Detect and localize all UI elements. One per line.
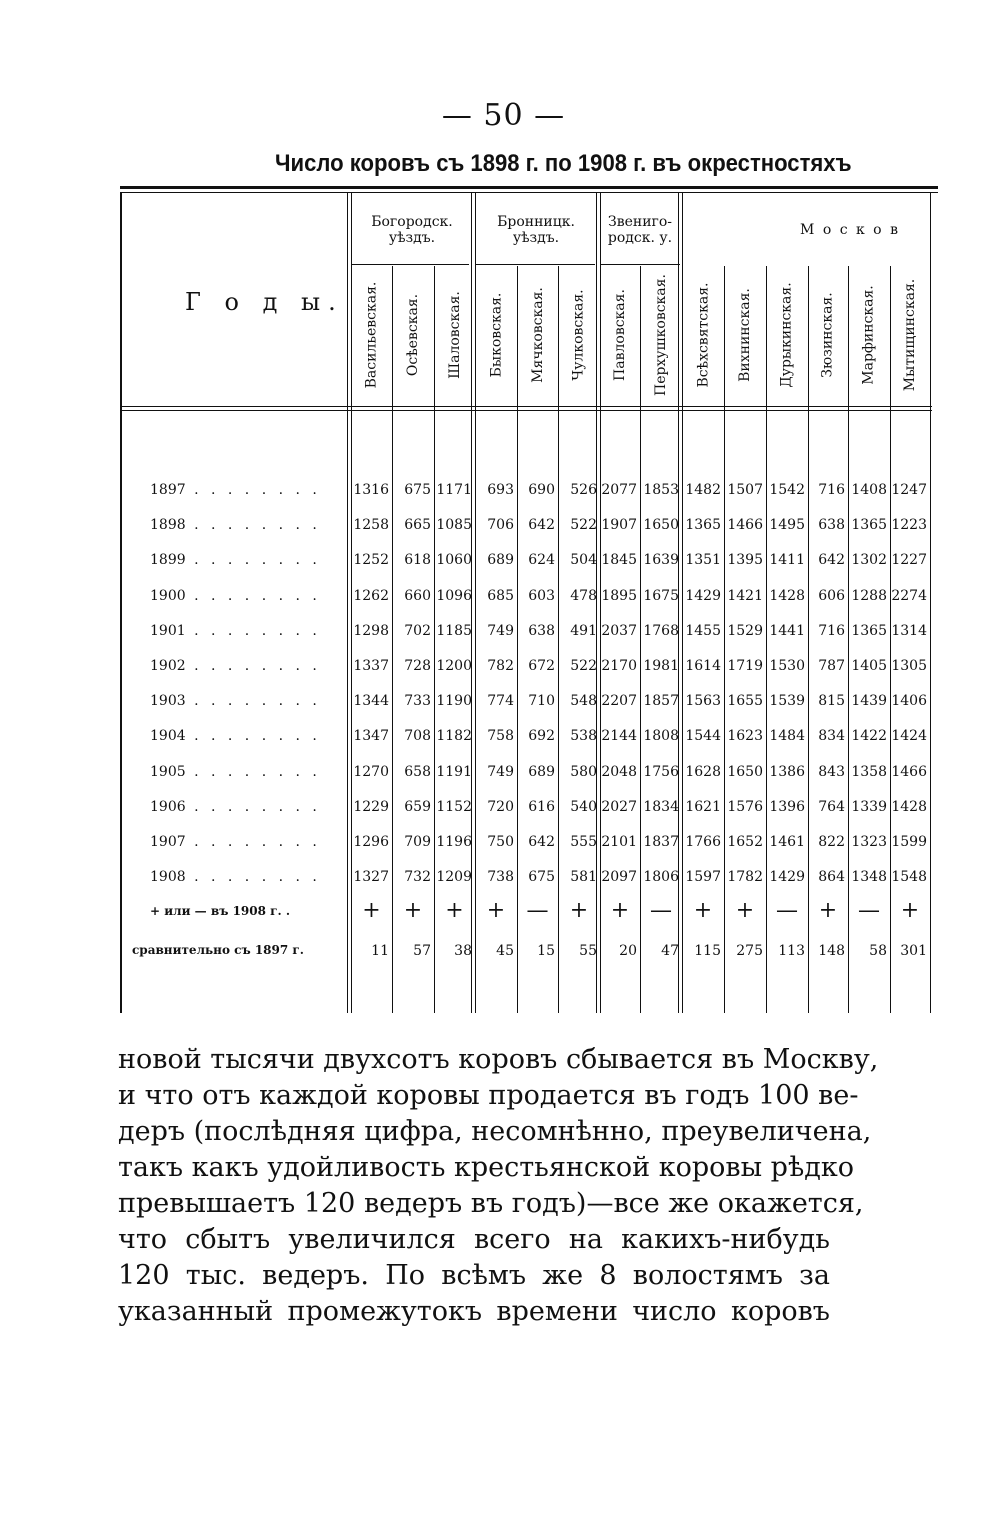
table-cell: 749 <box>487 764 514 780</box>
column-rule <box>930 193 931 1013</box>
column-header: Зюзинская. <box>820 292 836 378</box>
table-cell: 618 <box>404 552 431 568</box>
table-cell: 1270 <box>353 764 389 780</box>
diff-cell: 57 <box>413 943 431 959</box>
table-cell: 1650 <box>727 764 763 780</box>
table-cell: 1386 <box>769 764 805 780</box>
sign-cell: + <box>610 898 630 923</box>
diff-cell: 148 <box>818 943 845 959</box>
table-cell: 1223 <box>891 517 927 533</box>
table-cell: 1621 <box>685 799 721 815</box>
row-year-label <box>150 552 350 568</box>
group-underline <box>475 264 595 265</box>
column-header: Всѣхсвятская. <box>695 282 711 388</box>
table-cell: 1185 <box>436 623 472 639</box>
table-cell: 538 <box>570 728 597 744</box>
leader-dots: . . . . . . . . <box>185 728 321 744</box>
year: 1899 <box>150 552 186 568</box>
table-cell: 716 <box>818 623 845 639</box>
table-cell: 733 <box>404 693 431 709</box>
table-cell: 843 <box>818 764 845 780</box>
table-cell: 638 <box>528 623 555 639</box>
table-cell: 1981 <box>643 658 679 674</box>
table-cell: 864 <box>818 869 845 885</box>
table-cell: 675 <box>528 869 555 885</box>
diff-cell: 11 <box>371 943 389 959</box>
row-year-label <box>150 588 350 604</box>
table-cell: 1599 <box>891 834 927 850</box>
diff-cell: 113 <box>778 943 805 959</box>
table-cell: 1614 <box>685 658 721 674</box>
table-cell: 1542 <box>769 482 805 498</box>
table-cell: 1314 <box>891 623 927 639</box>
table-cell: 1907 <box>601 517 637 533</box>
group-header-line2: уѣздъ. <box>512 230 560 246</box>
table-cell: 1227 <box>891 552 927 568</box>
sign-cell: + <box>445 898 464 923</box>
table-cell: 1348 <box>851 869 887 885</box>
table-cell: 1529 <box>727 623 763 639</box>
table-cell: 1628 <box>685 764 721 780</box>
years-column-header: Г о д ы. <box>185 288 344 316</box>
table-top-rule-thin <box>120 192 938 193</box>
body-line: такъ какъ удойливость крестьянской коровы рѣдко <box>118 1152 855 1183</box>
group-underline <box>351 264 469 265</box>
table-cell: 1182 <box>436 728 472 744</box>
diff-cell: 47 <box>661 943 679 959</box>
table-cell: 540 <box>570 799 597 815</box>
leader-dots: . . . . . . . . <box>185 552 321 568</box>
table-cell: 1347 <box>353 728 389 744</box>
table-cell: 1548 <box>891 869 927 885</box>
row-year-label <box>150 517 350 533</box>
table-cell: 1441 <box>769 623 805 639</box>
group-header-line2: уѣздъ. <box>388 230 436 246</box>
sign-cell: + <box>403 898 423 923</box>
column-header: Чулковская. <box>571 289 588 381</box>
table-cell: 1298 <box>353 623 389 639</box>
table-cell: 1396 <box>769 799 805 815</box>
table-cell: 2144 <box>601 728 637 744</box>
group-header-line2: родск. у. <box>607 230 673 246</box>
leader-dots: . . . . . . . . <box>185 482 321 498</box>
table-cell: 1365 <box>685 517 721 533</box>
table-cell: 1344 <box>353 693 389 709</box>
table-cell: 732 <box>404 869 431 885</box>
group-header-moscow <box>780 222 920 238</box>
table-cell: 1060 <box>436 552 472 568</box>
diff-row-label: сравнительно съ 1897 г. <box>132 943 304 957</box>
table-cell: 491 <box>570 623 597 639</box>
leader-dots: . . . . . . . . <box>185 517 321 533</box>
sign-cell: + <box>900 898 920 923</box>
table-cell: 2207 <box>601 693 637 709</box>
row-year-label <box>150 869 350 885</box>
table-cell: 1327 <box>353 869 389 885</box>
year: 1905 <box>150 764 186 780</box>
table-cell: 1316 <box>353 482 389 498</box>
sign-cell: + <box>569 898 589 923</box>
table-cell: 738 <box>487 869 514 885</box>
column-header: Шаловская. <box>446 291 463 379</box>
table-cell: 708 <box>404 728 431 744</box>
group-underline <box>600 264 680 265</box>
table-cell: 1190 <box>436 693 472 709</box>
column-header: Васильевская. <box>363 281 380 389</box>
table-cell: 706 <box>487 517 514 533</box>
table-cell: 1768 <box>643 623 679 639</box>
table-cell: 642 <box>528 834 555 850</box>
leader-dots: . . . . . . . . <box>185 869 321 885</box>
table-cell: 1845 <box>601 552 637 568</box>
table-cell: 526 <box>570 482 597 498</box>
table-cell: 1152 <box>436 799 472 815</box>
table-cell: 689 <box>528 764 555 780</box>
table-cell: 478 <box>570 588 597 604</box>
table-cell: 749 <box>487 623 514 639</box>
table-cell: 1837 <box>643 834 679 850</box>
sign-cell: — <box>650 898 672 923</box>
table-cell: 1756 <box>643 764 679 780</box>
table-cell: 1530 <box>769 658 805 674</box>
table-cell: 1455 <box>685 623 721 639</box>
header-bottom-rule <box>120 406 932 407</box>
leader-dots: . . . . . . . . <box>185 834 321 850</box>
table-cell: 728 <box>404 658 431 674</box>
table-cell: 702 <box>404 623 431 639</box>
table-cell: 1675 <box>643 588 679 604</box>
table-cell: 555 <box>570 834 597 850</box>
table-cell: 2170 <box>601 658 637 674</box>
year: 1907 <box>150 834 186 850</box>
table-top-rule <box>120 186 938 189</box>
body-line: указанный промежутокъ времени число коровъ <box>118 1296 830 1327</box>
group-header-line1: Богородск. <box>371 214 453 230</box>
table-cell: 642 <box>818 552 845 568</box>
table-cell: 1853 <box>643 482 679 498</box>
table-cell: 1305 <box>891 658 927 674</box>
column-header: Марфинская. <box>861 285 878 385</box>
sign-cell: — <box>858 898 880 923</box>
table-cell: 1639 <box>643 552 679 568</box>
group-header-line1: Бронницк. <box>497 214 575 230</box>
table-cell: 1428 <box>891 799 927 815</box>
table-cell: 1461 <box>769 834 805 850</box>
table-left-border <box>120 193 122 1013</box>
sign-cell: + <box>486 898 506 923</box>
body-line: 120 тыс. ведеръ. По всѣмъ же 8 волостямъ за <box>118 1260 830 1291</box>
diff-cell: 20 <box>619 943 637 959</box>
row-year-label <box>150 728 350 744</box>
table-cell: 1650 <box>643 517 679 533</box>
table-cell: 1365 <box>851 623 887 639</box>
diff-cell: 55 <box>579 943 597 959</box>
body-line: деръ (послѣдняя цифра, несомнѣнно, преувеличена, <box>118 1116 872 1147</box>
diff-cell: 15 <box>537 943 555 959</box>
table-cell: 685 <box>487 588 514 604</box>
leader-dots: . . . . . . . . <box>185 764 321 780</box>
leader-dots: . . . . . . . . <box>185 588 321 604</box>
table-cell: 720 <box>487 799 514 815</box>
row-year-label <box>150 482 350 498</box>
table-cell: 1482 <box>685 482 721 498</box>
table-cell: 1096 <box>436 588 472 604</box>
table-cell: 1406 <box>891 693 927 709</box>
table-cell: 580 <box>570 764 597 780</box>
table-cell: 774 <box>487 693 514 709</box>
table-cell: 1408 <box>851 482 887 498</box>
header-bottom-rule-thin <box>120 410 932 411</box>
table-cell: 1085 <box>436 517 472 533</box>
table-cell: 2037 <box>601 623 637 639</box>
table-cell: 1302 <box>851 552 887 568</box>
table-cell: 1351 <box>685 552 721 568</box>
table-cell: 2101 <box>601 834 637 850</box>
table-cell: 1782 <box>727 869 763 885</box>
body-line: что сбытъ увеличился всего на какихъ-нибудь <box>118 1224 830 1255</box>
column-header: Вихнинская. <box>737 288 754 382</box>
table-cell: 1857 <box>643 693 679 709</box>
table-cell: 1766 <box>685 834 721 850</box>
group-header-bronnitsy <box>475 214 597 246</box>
table-cell: 638 <box>818 517 845 533</box>
column-header: Дурыкинская. <box>779 282 796 388</box>
table-cell: 758 <box>487 728 514 744</box>
sign-cell: + <box>735 898 755 923</box>
table-cell: 522 <box>570 658 597 674</box>
sign-cell: + <box>693 898 713 923</box>
table-cell: 548 <box>570 693 597 709</box>
table-cell: 782 <box>487 658 514 674</box>
year: 1897 <box>150 482 186 498</box>
table-cell: 1209 <box>436 869 472 885</box>
group-header-zvenigorod <box>600 214 680 246</box>
sign-cell: + <box>362 898 381 923</box>
diff-cell: 38 <box>454 943 472 959</box>
table-cell: 1196 <box>436 834 472 850</box>
diff-cell: 45 <box>496 943 514 959</box>
diff-cell: 58 <box>869 943 887 959</box>
table-cell: 1576 <box>727 799 763 815</box>
year: 1904 <box>150 728 186 744</box>
table-cell: 1429 <box>685 588 721 604</box>
body-text <box>118 1042 879 1330</box>
leader-dots: . . . . . . . . <box>185 693 321 709</box>
group-header-line1: Звениго- <box>607 214 673 230</box>
table-cell: 665 <box>404 517 431 533</box>
table-cell: 690 <box>528 482 555 498</box>
table-cell: 2048 <box>601 764 637 780</box>
table-cell: 660 <box>404 588 431 604</box>
table-cell: 710 <box>528 693 555 709</box>
table-cell: 1191 <box>436 764 472 780</box>
table-cell: 1507 <box>727 482 763 498</box>
table-cell: 1337 <box>353 658 389 674</box>
table-cell: 692 <box>528 728 555 744</box>
table-cell: 606 <box>818 588 845 604</box>
diff-cell: 275 <box>736 943 763 959</box>
table-cell: 1652 <box>727 834 763 850</box>
group-header-bogorodsk <box>352 214 472 246</box>
table-cell: 581 <box>570 869 597 885</box>
leader-dots: . . . . . . . . <box>185 799 321 815</box>
year: 1903 <box>150 693 186 709</box>
table-cell: 1806 <box>643 869 679 885</box>
table-cell: 642 <box>528 517 555 533</box>
group-header-line1: М о с к о в <box>800 222 900 238</box>
table-cell: 709 <box>404 834 431 850</box>
diff-cell: 115 <box>694 943 721 959</box>
table-cell: 1339 <box>851 799 887 815</box>
table-cell: 522 <box>570 517 597 533</box>
table-cell: 675 <box>404 482 431 498</box>
sign-cell: — <box>776 898 798 923</box>
table-cell: 815 <box>818 693 845 709</box>
year: 1898 <box>150 517 186 533</box>
row-year-label <box>150 693 350 709</box>
table-cell: 1323 <box>851 834 887 850</box>
table-cell: 1288 <box>851 588 887 604</box>
diff-cell: 301 <box>900 943 927 959</box>
table-cell: 787 <box>818 658 845 674</box>
table-cell: 1428 <box>769 588 805 604</box>
table-cell: 658 <box>404 764 431 780</box>
table-cell: 1411 <box>769 552 805 568</box>
year: 1900 <box>150 588 186 604</box>
sign-cell: — <box>526 898 549 923</box>
table-cell: 1429 <box>769 869 805 885</box>
body-line: новой тысячи двухсотъ коровъ сбывается въ Москву, <box>118 1044 879 1075</box>
table-cell: 1484 <box>769 728 805 744</box>
table-cell: 1834 <box>643 799 679 815</box>
table-cell: 624 <box>528 552 555 568</box>
table-cell: 504 <box>570 552 597 568</box>
table-cell: 1171 <box>436 482 472 498</box>
table-title: Число коровъ съ 1898 г. по 1908 г. въ окрестностяхъ <box>275 150 852 177</box>
table-cell: 1247 <box>891 482 927 498</box>
table-cell: 1466 <box>727 517 763 533</box>
table-cell: 1439 <box>851 693 887 709</box>
table-cell: 1655 <box>727 693 763 709</box>
leader-dots: . . . . . . . . <box>185 658 321 674</box>
table-cell: 603 <box>528 588 555 604</box>
table-cell: 1495 <box>769 517 805 533</box>
row-year-label <box>150 623 350 639</box>
column-header: Павловская. <box>612 289 628 381</box>
table-cell: 822 <box>818 834 845 850</box>
table-cell: 689 <box>487 552 514 568</box>
table-cell: 834 <box>818 728 845 744</box>
table-cell: 2077 <box>601 482 637 498</box>
table-cell: 1296 <box>353 834 389 850</box>
table-cell: 2027 <box>601 799 637 815</box>
year: 1908 <box>150 869 186 885</box>
table-cell: 1252 <box>353 552 389 568</box>
table-cell: 1200 <box>436 658 472 674</box>
table-cell: 750 <box>487 834 514 850</box>
table-cell: 764 <box>818 799 845 815</box>
row-year-label <box>150 764 350 780</box>
table-cell: 1405 <box>851 658 887 674</box>
table-cell: 1466 <box>891 764 927 780</box>
year: 1906 <box>150 799 186 815</box>
page-number: — 50 — <box>441 98 566 133</box>
table-cell: 2274 <box>891 588 927 604</box>
body-line: превышаетъ 120 ведеръ въ годъ)—все же окажется, <box>118 1188 864 1219</box>
sign-cell: + <box>818 898 838 923</box>
table-cell: 1424 <box>891 728 927 744</box>
row-year-label <box>150 799 350 815</box>
table-cell: 1895 <box>601 588 637 604</box>
table-cell: 1544 <box>685 728 721 744</box>
column-header: Перхушковская. <box>653 274 670 396</box>
table-cell: 1421 <box>727 588 763 604</box>
table-cell: 1719 <box>727 658 763 674</box>
column-header: Быковская. <box>488 292 504 378</box>
table-cell: 2097 <box>601 869 637 885</box>
table-cell: 1539 <box>769 693 805 709</box>
table-cell: 672 <box>528 658 555 674</box>
table-cell: 1563 <box>685 693 721 709</box>
table-cell: 1422 <box>851 728 887 744</box>
table-cell: 1808 <box>643 728 679 744</box>
table-cell: 1365 <box>851 517 887 533</box>
year: 1902 <box>150 658 186 674</box>
year: 1901 <box>150 623 186 639</box>
column-header: Мытищинская. <box>902 278 919 392</box>
table-cell: 1258 <box>353 517 389 533</box>
column-header: Осѣевская. <box>405 293 421 377</box>
table-cell: 693 <box>487 482 514 498</box>
sign-row-label: + или — въ 1908 г. . <box>150 904 291 918</box>
table-cell: 1229 <box>353 799 389 815</box>
table-cell: 1395 <box>727 552 763 568</box>
table-cell: 1262 <box>353 588 389 604</box>
table-cell: 1623 <box>727 728 763 744</box>
table-cell: 616 <box>528 799 555 815</box>
body-line: и что отъ каждой коровы продается въ годъ 100 ве- <box>118 1080 859 1111</box>
leader-dots: . . . . . . . . <box>185 623 321 639</box>
table-cell: 659 <box>404 799 431 815</box>
table-cell: 1597 <box>685 869 721 885</box>
row-year-label <box>150 658 350 674</box>
table-cell: 716 <box>818 482 845 498</box>
row-year-label <box>150 834 350 850</box>
column-header: Мячковская. <box>529 287 546 383</box>
table-cell: 1358 <box>851 764 887 780</box>
